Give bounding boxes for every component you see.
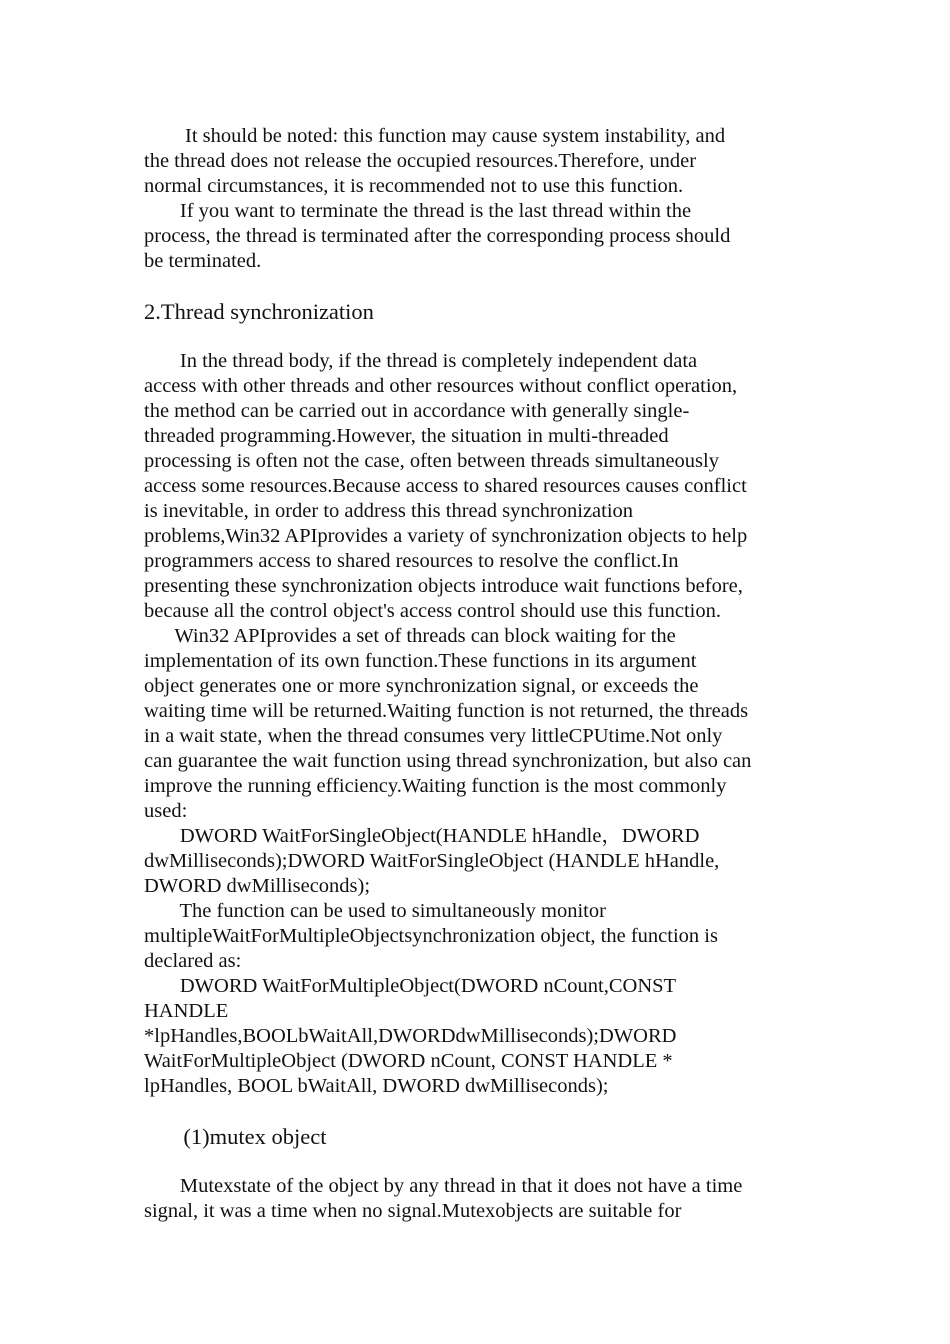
text-line: improve the running efficiency.Waiting function is the most commonly xyxy=(144,775,727,797)
paragraph-thread-body xyxy=(144,349,810,624)
text-line: the method can be carried out in accordance with generally single- xyxy=(144,400,690,422)
text-line: If you want to terminate the thread is the last thread within the xyxy=(144,200,692,222)
paragraph-note-instability xyxy=(144,124,810,199)
text-line: process, the thread is terminated after the corresponding process should xyxy=(144,225,731,247)
text-line: implementation of its own function.These functions in its argument xyxy=(144,650,697,672)
section-heading: 2.Thread synchronization xyxy=(144,299,374,324)
text-line: multipleWaitForMultipleObjectsynchronization object, the function is xyxy=(144,925,718,947)
paragraph-terminate-last-thread xyxy=(144,199,810,274)
text-line: access some resources.Because access to shared resources causes conflict xyxy=(144,475,747,497)
text-line: waiting time will be returned.Waiting function is not returned, the threads xyxy=(144,700,749,722)
text-line: declared as: xyxy=(144,950,242,972)
text-line: object generates one or more synchronization signal, or exceeds the xyxy=(144,675,699,697)
blank-line xyxy=(144,324,810,349)
paragraph-mutex xyxy=(144,1174,810,1224)
text-line: dwMilliseconds);DWORD WaitForSingleObject (HANDLE hHandle, xyxy=(144,850,720,872)
text-line: be terminated. xyxy=(144,250,262,272)
code-wait-for-multiple-object xyxy=(144,974,810,1099)
text-line: lpHandles, BOOL bWaitAll, DWORD dwMilliseconds); xyxy=(144,1075,609,1097)
paragraph-multiple-objects xyxy=(144,899,810,974)
text-line: threaded programming.However, the situation in multi-threaded xyxy=(144,425,669,447)
text-line: DWORD dwMilliseconds); xyxy=(144,875,371,897)
text-line: Mutexstate of the object by any thread in that it does not have a time xyxy=(144,1175,743,1197)
text-line: access with other threads and other resources without conflict operation, xyxy=(144,375,738,397)
text-line: is inevitable, in order to address this thread synchronization xyxy=(144,500,634,522)
text-line: WaitForMultipleObject (DWORD nCount, CONST HANDLE * xyxy=(144,1050,673,1072)
text-line: DWORD WaitForMultipleObject(DWORD nCount,CONST xyxy=(144,975,677,997)
text-line: Win32 APIprovides a set of threads can block waiting for the xyxy=(144,625,676,647)
text-line: can guarantee the wait function using thread synchronization, but also can xyxy=(144,750,752,772)
text-line: The function can be used to simultaneously monitor xyxy=(144,900,606,922)
code-wait-for-single-object xyxy=(144,824,810,899)
text-line: because all the control object's access control should use this function. xyxy=(144,600,721,622)
blank-line xyxy=(144,1149,810,1174)
text-line: the thread does not release the occupied resources.Therefore, under xyxy=(144,150,697,172)
text-line: problems,Win32 APIprovides a variety of synchronization objects to help xyxy=(144,525,748,547)
text-line: DWORD WaitForSingleObject(HANDLE hHandle，DWORD xyxy=(144,825,700,847)
text-line: programmers access to shared resources to resolve the conflict.In xyxy=(144,550,679,572)
text-line: normal circumstances, it is recommended not to use this function. xyxy=(144,175,684,197)
blank-line xyxy=(144,274,810,299)
text-line: signal, it was a time when no signal.Mutexobjects are suitable for xyxy=(144,1200,682,1222)
text-line: processing is often not the case, often between threads simultaneously xyxy=(144,450,719,472)
paragraph-wait-functions xyxy=(144,624,810,824)
document-page xyxy=(144,124,810,1224)
subsection-heading: (1)mutex object xyxy=(144,1124,327,1149)
blank-line xyxy=(144,1099,810,1124)
text-line: HANDLE xyxy=(144,1000,229,1022)
text-line: In the thread body, if the thread is completely independent data xyxy=(144,350,698,372)
text-line: presenting these synchronization objects introduce wait functions before, xyxy=(144,575,743,597)
text-line: *lpHandles,BOOLbWaitAll,DWORDdwMilliseconds);DWORD xyxy=(144,1025,677,1047)
text-line: used: xyxy=(144,800,188,822)
text-line: It should be noted: this function may cause system instability, and xyxy=(144,125,726,147)
text-line: in a wait state, when the thread consumes very littleCPUtime.Not only xyxy=(144,725,723,747)
